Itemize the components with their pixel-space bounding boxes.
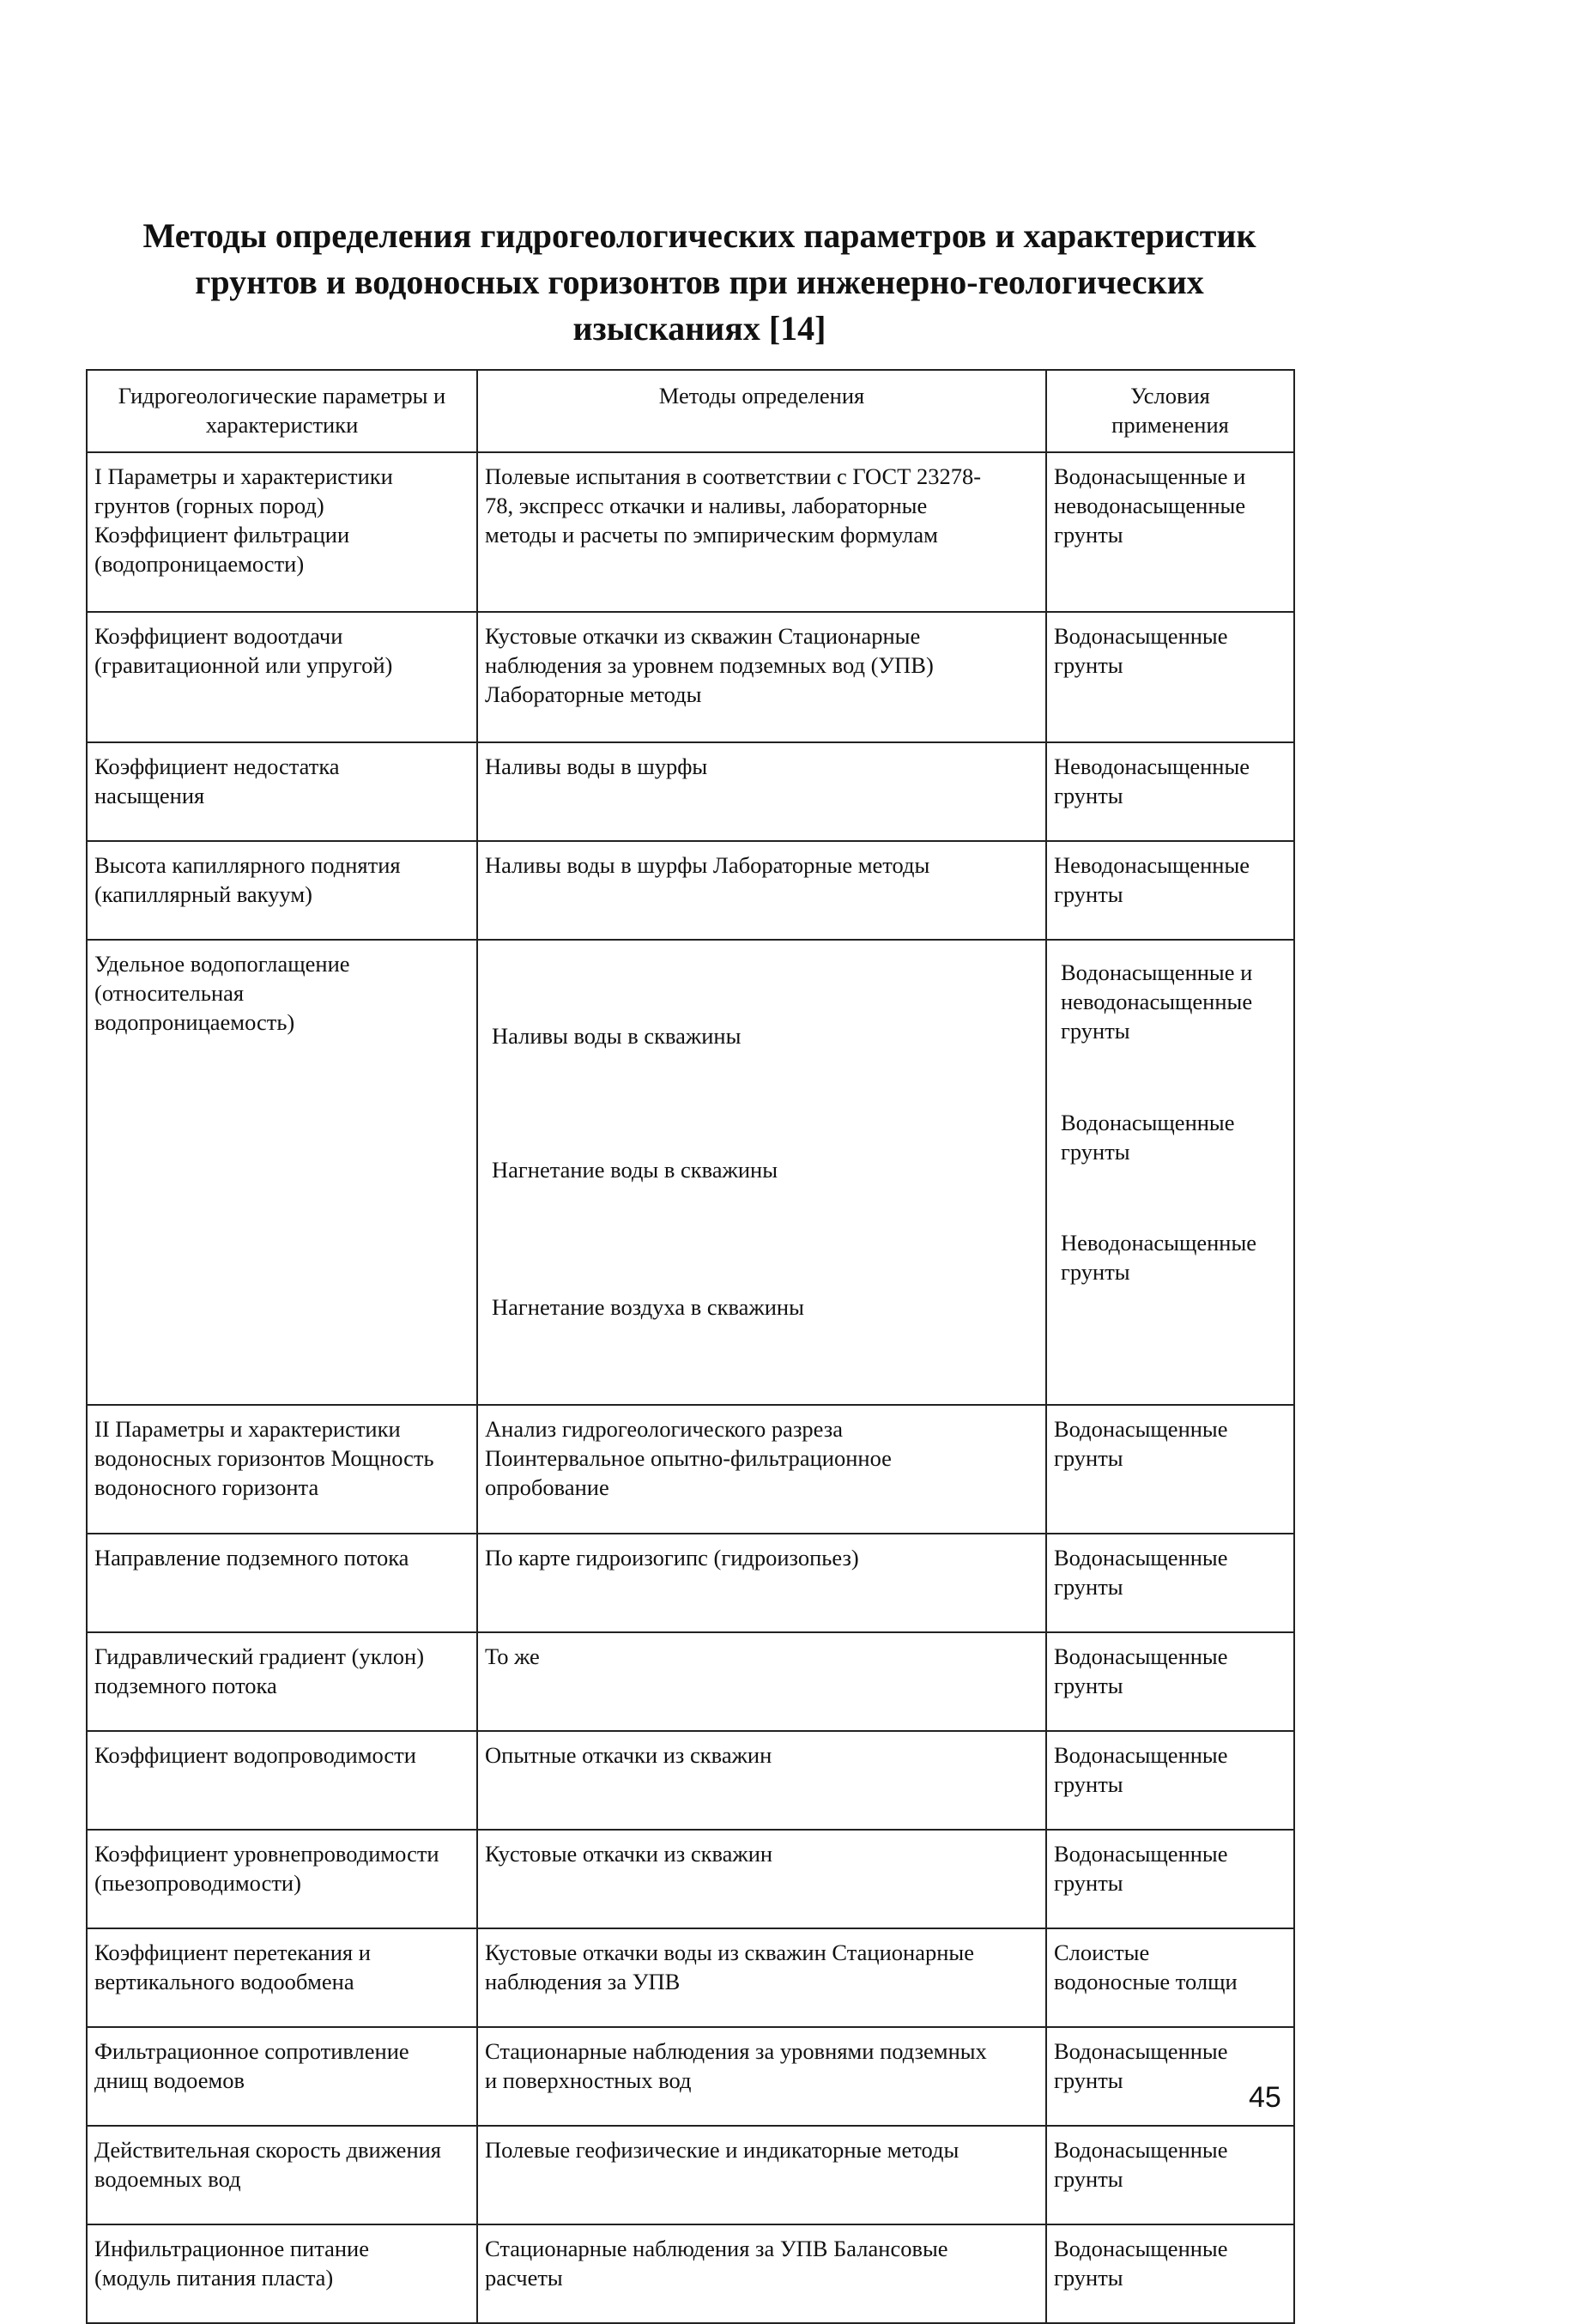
parameter-cell	[87, 1632, 477, 1731]
method-line: Наливы воды в шурфы Лабораторные методы	[485, 852, 930, 878]
method-cell	[477, 1731, 1046, 1830]
condition-line: Водонасыщенные	[1054, 623, 1228, 649]
method-line: Кустовые откачки из скважин	[485, 1841, 773, 1867]
condition-line: водоносные толщи	[1054, 1969, 1238, 1994]
table-row	[87, 1830, 1294, 1928]
parameter-line: (гравитационной или упругой)	[94, 652, 393, 678]
method-cell	[477, 2126, 1046, 2224]
parameter-cell	[87, 452, 477, 612]
condition-cell: Водонасыщенные и неводонасыщенные грунты Водонасыщенные грунты Неводонасыщенные грунты	[1046, 940, 1294, 1405]
parameter-cell	[87, 1830, 477, 1928]
method-cell	[477, 1534, 1046, 1632]
parameter-line: подземного потока	[94, 1673, 277, 1698]
method-line: Анализ гидрогеологического разреза	[485, 1416, 843, 1442]
parameter-line: (модуль питания пласта)	[94, 2265, 334, 2291]
header-conditions: Условия применения	[1046, 370, 1294, 452]
condition-line: Водонасыщенные	[1054, 1841, 1228, 1867]
parameter-line: Инфильтрационное питание	[94, 2236, 369, 2261]
parameter-line: (водопроницаемости)	[94, 551, 305, 577]
method-cell	[477, 2027, 1046, 2126]
table-header-row	[87, 370, 1294, 452]
method-line: Полевые испытания в соответствии с ГОСТ 23278-	[485, 463, 982, 489]
table-row	[87, 1405, 1294, 1534]
parameter-line: водоносных горизонтов Мощность	[94, 1445, 434, 1471]
parameter-cell	[87, 742, 477, 841]
condition-line: Водонасыщенные	[1054, 2137, 1228, 2163]
parameter-line: Коэффициент водопроводимости	[94, 1742, 416, 1768]
parameter-line: Направление подземного потока	[94, 1545, 409, 1571]
table-row	[87, 1928, 1294, 2027]
title-line: Методы определения гидрогеологических параметров и характеристик	[142, 216, 1256, 255]
method-cell	[477, 841, 1046, 940]
method-line: Наливы воды в шурфы	[485, 753, 708, 779]
condition-cell	[1046, 612, 1294, 742]
table-row	[87, 2224, 1294, 2323]
condition-line: грунты	[1054, 2067, 1123, 2093]
table-row	[87, 2027, 1294, 2126]
condition-line: грунты	[1054, 783, 1123, 808]
condition-cell	[1046, 1928, 1294, 2027]
condition-line: грунты	[1054, 1673, 1123, 1698]
header-methods: Методы определения	[477, 370, 1046, 452]
parameter-line: (пьезопроводимости)	[94, 1870, 301, 1896]
method-cell	[477, 742, 1046, 841]
condition-line: Слоистые	[1054, 1940, 1150, 1965]
condition-cell	[1046, 452, 1294, 612]
parameter-line: Коэффициент перетекания и	[94, 1940, 371, 1965]
parameter-cell	[87, 2126, 477, 2224]
condition-line: грунты	[1054, 522, 1123, 548]
parameter-line: днищ водоемов	[94, 2067, 245, 2093]
method-line: Полевые геофизические и индикаторные методы	[485, 2137, 960, 2163]
condition-cell	[1046, 841, 1294, 940]
condition-line: Неводонасыщенные	[1054, 852, 1250, 878]
parameter-line: вертикального водообмена	[94, 1969, 354, 1994]
condition-line: Водонасыщенные	[1054, 2038, 1228, 2064]
method-cell	[477, 940, 1046, 1405]
condition-line: грунты	[1054, 652, 1123, 678]
condition-cell	[1046, 1830, 1294, 1928]
condition-line: грунты	[1054, 1445, 1123, 1471]
parameter-line: грунтов (горных пород)	[94, 493, 324, 518]
parameter-cell	[87, 1731, 477, 1830]
parameter-line: водоемных вод	[94, 2166, 241, 2192]
table-row	[87, 841, 1294, 940]
table-row	[87, 1632, 1294, 1731]
table-row	[87, 940, 1294, 1405]
method-cell	[477, 1830, 1046, 1928]
condition-cell	[1046, 1632, 1294, 1731]
parameter-cell: Удельное водопоглащение (относительная водопроницаемость)	[87, 940, 477, 1405]
table-row	[87, 1731, 1294, 1830]
page-number: 45	[1249, 2081, 1281, 2114]
method-line: опробование	[485, 1474, 609, 1500]
condition-line: грунты	[1054, 1771, 1123, 1797]
method-cell	[477, 612, 1046, 742]
condition-line: Водонасыщенные	[1054, 1742, 1228, 1768]
method-line: По карте гидроизогипс (гидроизопьез)	[485, 1545, 859, 1571]
condition-line: Водонасыщенные	[1054, 1545, 1228, 1571]
parameter-line: водоносного горизонта	[94, 1474, 319, 1500]
condition-line: Неводонасыщенные	[1054, 753, 1250, 779]
condition-line: грунты	[1054, 1574, 1123, 1600]
parameter-line: Коэффициент уровнепроводимости	[94, 1841, 439, 1867]
method-line: и поверхностных вод	[485, 2067, 692, 2093]
parameter-line: Гидравлический градиент (уклон)	[94, 1643, 425, 1669]
parameter-line: Коэффициент недостатка	[94, 753, 340, 779]
page-title	[86, 213, 1313, 352]
table-row	[87, 742, 1294, 841]
condition-cell	[1046, 1534, 1294, 1632]
table-row	[87, 612, 1294, 742]
condition-line: неводонасыщенные	[1054, 493, 1246, 518]
method-line: расчеты	[485, 2265, 563, 2291]
parameter-line: Коэффициент фильтрации	[94, 522, 350, 548]
parameter-line: Действительная скорость движения	[94, 2137, 441, 2163]
parameter-cell	[87, 1534, 477, 1632]
parameter-line: Фильтрационное сопротивление	[94, 2038, 409, 2064]
parameter-cell	[87, 1405, 477, 1534]
header-parameters: Гидрогеологические параметры и характеристики	[87, 370, 477, 452]
condition-cell	[1046, 1731, 1294, 1830]
method-line: Стационарные наблюдения за УПВ Балансовые	[485, 2236, 948, 2261]
method-text: Наливы воды в скважины	[492, 1023, 742, 1049]
parameter-cell	[87, 612, 477, 742]
parameter-cell	[87, 2224, 477, 2323]
method-line: То же	[485, 1643, 540, 1669]
method-line: 78, экспресс откачки и наливы, лабораторные	[485, 493, 928, 518]
condition-line: грунты	[1054, 2166, 1123, 2192]
parameter-line: насыщения	[94, 783, 205, 808]
parameter-cell	[87, 841, 477, 940]
parameter-line: Коэффициент водоотдачи	[94, 623, 343, 649]
title-line: изысканиях [14]	[572, 309, 826, 348]
table-row	[87, 1534, 1294, 1632]
table-row	[87, 452, 1294, 612]
method-cell	[477, 452, 1046, 612]
parameter-cell	[87, 1928, 477, 2027]
method-text: Нагнетание воды в скважины	[492, 1157, 778, 1183]
table-row	[87, 2126, 1294, 2224]
method-cell	[477, 1632, 1046, 1731]
condition-cell	[1046, 742, 1294, 841]
methods-table	[86, 369, 1295, 2324]
method-cell	[477, 1405, 1046, 1534]
method-line: методы и расчеты по эмпирическим формулам	[485, 522, 938, 548]
condition-cell	[1046, 2126, 1294, 2224]
parameter-line: (капиллярный вакуум)	[94, 881, 312, 907]
condition-line: Водонасыщенные и	[1054, 463, 1246, 489]
method-line: наблюдения за уровнем подземных вод (УПВ)	[485, 652, 934, 678]
method-line: Кустовые откачки из скважин Стационарные	[485, 623, 921, 649]
method-line: Опытные откачки из скважин	[485, 1742, 772, 1768]
method-line: Кустовые откачки воды из скважин Стационарные	[485, 1940, 974, 1965]
condition-line: Водонасыщенные	[1054, 1416, 1228, 1442]
parameter-cell	[87, 2027, 477, 2126]
method-cell	[477, 1928, 1046, 2027]
method-line: наблюдения за УПВ	[485, 1969, 681, 1994]
method-line: Поинтервальное опытно-фильтрационное	[485, 1445, 892, 1471]
parameter-line: II Параметры и характеристики	[94, 1416, 401, 1442]
condition-line: грунты	[1054, 881, 1123, 907]
condition-cell	[1046, 2224, 1294, 2323]
method-line: Лабораторные методы	[485, 681, 702, 707]
condition-cell	[1046, 1405, 1294, 1534]
parameter-line: Высота капиллярного поднятия	[94, 852, 401, 878]
condition-line: Водонасыщенные	[1054, 2236, 1228, 2261]
method-line: Стационарные наблюдения за уровнями подземных	[485, 2038, 987, 2064]
condition-line: Водонасыщенные	[1054, 1643, 1228, 1669]
method-text: Нагнетание воздуха в скважины	[492, 1294, 804, 1320]
condition-line: грунты	[1054, 2265, 1123, 2291]
title-line: грунтов и водоносных горизонтов при инженерно-геологических	[195, 263, 1204, 301]
parameter-line: I Параметры и характеристики	[94, 463, 393, 489]
method-cell	[477, 2224, 1046, 2323]
condition-line: грунты	[1054, 1870, 1123, 1896]
